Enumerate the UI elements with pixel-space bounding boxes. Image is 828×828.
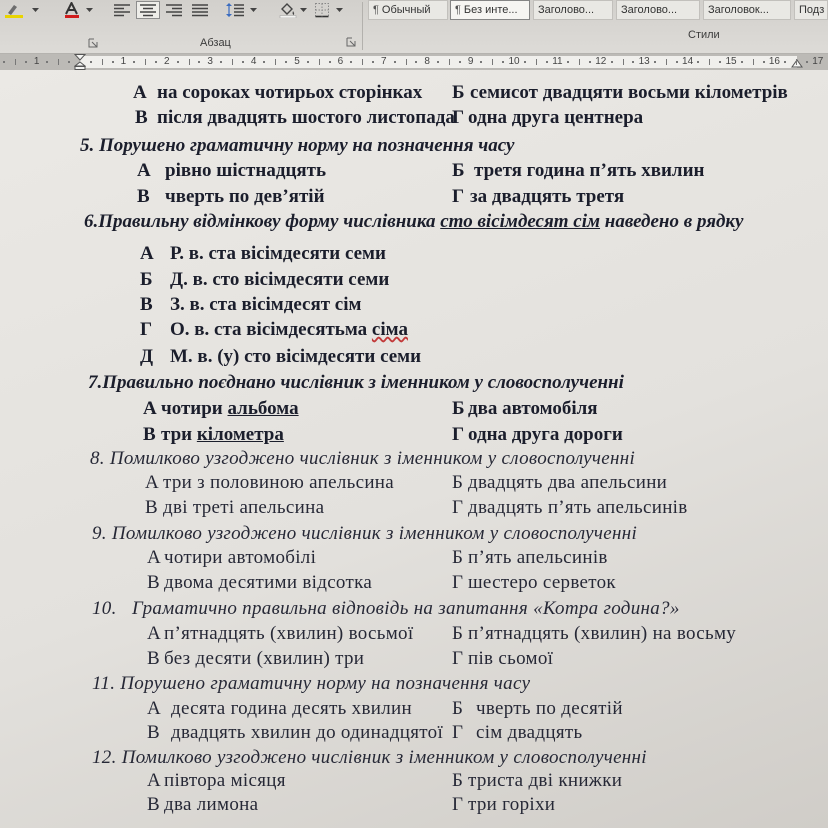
style-label: Обычный [381, 4, 431, 16]
option-text: чверть по десятій [476, 698, 623, 719]
ruler-tick [232, 59, 233, 65]
q10-title-row [0, 598, 828, 620]
ruler-number: 2 [164, 56, 170, 67]
q12-option-g [452, 794, 555, 816]
option-text: Р. в. ста вісімдесяти семи [170, 243, 386, 264]
q7-options-row [0, 398, 828, 420]
option-letter: В [147, 572, 160, 593]
ruler-tick [145, 59, 146, 65]
ruler-tick [719, 61, 721, 63]
option-text: О. в. ста вісімдесятьма [170, 319, 372, 340]
paragraph-dialog-launcher-icon[interactable] [346, 37, 356, 47]
highlight-dropdown[interactable] [30, 1, 40, 19]
option-letter: В [135, 107, 148, 128]
align-center-icon [139, 3, 157, 17]
ruler-tick [263, 61, 265, 63]
ruler-number: 6 [337, 56, 344, 67]
q10-options-row [0, 648, 828, 670]
ruler-number: 14 [682, 56, 694, 67]
ruler-tick [90, 61, 92, 63]
option-text: двадцять п’ять апельсинів [468, 497, 688, 518]
ruler-tick [406, 59, 407, 65]
q11-option-a [147, 698, 412, 720]
option-text: три [161, 424, 197, 445]
q8-option-b [452, 472, 667, 494]
ruler-tick [242, 61, 244, 63]
q7-option-v [143, 424, 284, 446]
ruler-tick [579, 59, 580, 65]
option-letter: Г [452, 497, 464, 518]
borders-icon [314, 2, 330, 18]
option-letter: А [140, 243, 154, 264]
q8-title-row [0, 448, 828, 470]
q5-option-g [452, 186, 624, 208]
q4-options-row [0, 82, 828, 104]
borders-button[interactable] [312, 1, 332, 19]
option-letter: Б [452, 160, 465, 181]
chevron-down-icon [86, 8, 93, 12]
option-text: М. в. (у) сто вісімдесяти семи [170, 346, 422, 367]
ruler-tick [741, 61, 743, 63]
option-text: чверть по дев’ятій [165, 186, 325, 207]
ruler-tick [3, 61, 5, 63]
q6-option-b [140, 269, 389, 291]
option-text: двадцять хвилин до одинадцятої [171, 722, 444, 743]
option-text: чотири автомобілі [164, 547, 317, 568]
q12-option-v [147, 794, 258, 816]
q11-option-v [147, 722, 443, 744]
q9-option-a [147, 547, 316, 569]
option-text: без десяти (хвилин) три [164, 648, 365, 669]
q6-option-row [0, 346, 828, 368]
option-text: сім двадцять [476, 722, 583, 743]
text-highlight-icon [3, 2, 27, 18]
option-text: два лимона [164, 794, 259, 815]
q12-options-row [0, 770, 828, 792]
ruler-tick [133, 61, 135, 63]
ruler-tick [198, 61, 200, 63]
q11-title: 11. Порушено граматичну норму на позначення часу [92, 673, 531, 694]
ruler-number: 11 [552, 56, 563, 67]
option-letter: Г [452, 572, 464, 593]
q5-option-b [452, 160, 705, 182]
chevron-down-icon [250, 8, 257, 12]
option-letter: Г [140, 319, 153, 340]
ruler-number: 8 [424, 56, 430, 67]
ruler-number: 7 [381, 56, 387, 67]
q8-options-row [0, 497, 828, 519]
q6-title-row [0, 211, 828, 233]
q11-option-g [452, 722, 582, 744]
ruler-tick [524, 61, 526, 63]
q11-title-row [0, 673, 828, 695]
ruler-tick [502, 61, 504, 63]
align-center-button[interactable] [136, 1, 160, 19]
justify-icon [191, 3, 209, 17]
borders-dropdown[interactable] [334, 1, 344, 19]
align-right-icon [165, 3, 183, 17]
q8-options-row [0, 472, 828, 494]
style-heading-1[interactable] [533, 0, 613, 20]
ruler-tick [611, 61, 613, 63]
q4-option-g [452, 107, 643, 129]
option-text: двома десятими відсотка [164, 572, 373, 593]
ruler-tick [492, 59, 493, 65]
option-text: два автомобіля [468, 398, 598, 419]
q10-option-g [452, 648, 553, 670]
q6-option-row [0, 243, 828, 265]
option-text: п’ятнадцять (хвилин) на восьму [468, 623, 737, 644]
q9-title-row [0, 523, 828, 545]
option-letter: Б [452, 398, 465, 419]
option-letter: А [145, 472, 160, 493]
font-color-icon [63, 2, 81, 18]
q4-option-b [452, 82, 788, 104]
q6-title-numeral: сто вісімдесят сім [440, 211, 601, 232]
ruler-tick [676, 61, 678, 63]
option-letter: Б [452, 472, 464, 493]
style-label: Заголово... [538, 4, 595, 16]
option-text: на сороках чотирьох сторінках [157, 82, 423, 103]
q5-option-a [137, 160, 326, 182]
option-letter: Г [452, 794, 464, 815]
q12-option-b [452, 770, 622, 792]
option-letter: Б [140, 269, 153, 290]
style-title[interactable] [703, 0, 791, 20]
style-label: Без инте... [463, 4, 518, 16]
option-letter: В [147, 794, 160, 815]
font-dialog-launcher-icon[interactable] [88, 38, 98, 48]
chevron-down-icon [336, 8, 343, 12]
style-subtitle[interactable] [794, 0, 828, 20]
ruler-tick [15, 59, 16, 65]
option-text: п’ятнадцять (хвилин) восьмої [164, 623, 414, 644]
q7-options-row [0, 424, 828, 446]
ruler-tick [567, 61, 569, 63]
ruler-number: 10 [508, 56, 520, 67]
q9-option-g [452, 572, 616, 594]
option-letter: А [147, 770, 162, 791]
option-text: двадцять два апельсини [468, 472, 668, 493]
ruler-tick [112, 61, 114, 63]
option-letter: В [143, 424, 156, 445]
q6-title-trail: наведено в рядку [600, 211, 744, 232]
option-letter: А [147, 698, 162, 719]
option-text: третя година п’ять хвилин [474, 160, 705, 181]
ruler-tick [623, 59, 624, 65]
q6-option-row [0, 294, 828, 316]
document-page[interactable] [0, 70, 828, 828]
ruler-number: 17 [812, 56, 824, 67]
ruler-number: 4 [250, 56, 257, 67]
align-left-icon [113, 3, 131, 17]
q10-option-v [147, 648, 364, 670]
option-letter: Д [140, 346, 154, 367]
option-text: триста дві книжки [468, 770, 623, 791]
ruler-tick [806, 61, 808, 63]
option-letter: А [147, 547, 162, 568]
ruler-tick [480, 61, 482, 63]
paragraph-mark-icon: ¶ [373, 4, 379, 16]
q7-option-a [143, 398, 299, 420]
font-color-button[interactable] [62, 1, 82, 19]
ruler-tick [68, 61, 70, 63]
horizontal-ruler [0, 54, 828, 70]
ruler-tick [46, 61, 48, 63]
option-letter: Г [452, 107, 465, 128]
ruler-tick [220, 61, 222, 63]
ruler-tick [459, 61, 461, 63]
q6-option-row [0, 269, 828, 291]
option-letter: В [147, 722, 160, 743]
q6-option-d [140, 346, 421, 368]
option-letter: В [137, 186, 150, 207]
q10-number: 10. [92, 598, 117, 619]
q5-option-v [137, 186, 325, 208]
q12-options-row [0, 794, 828, 816]
q10-title [92, 598, 680, 620]
q10-option-a [147, 623, 413, 645]
q8-option-v [145, 497, 324, 519]
ruler-tick [372, 61, 374, 63]
option-letter: Б [452, 623, 464, 644]
q8-title: 8. Помилково узгоджено числівник з іменником у словосполученні [90, 448, 636, 469]
option-letter: Г [452, 648, 464, 669]
shading-button[interactable] [278, 1, 298, 19]
ruler-tick [697, 61, 699, 63]
ruler-tick [449, 59, 450, 65]
option-letter: А [137, 160, 151, 181]
line-spacing-button[interactable] [224, 1, 246, 19]
q6-title [84, 211, 743, 233]
option-text: рівно шістнадцять [165, 160, 327, 181]
q4-options-row [0, 107, 828, 129]
ruler-tick [437, 61, 439, 63]
line-spacing-dropdown[interactable] [248, 1, 258, 19]
ruler-number: 15 [725, 56, 737, 67]
q4-option-v [135, 107, 455, 129]
option-text: Д. в. сто вісімдесяти семи [170, 269, 390, 290]
q7-title-row [0, 372, 828, 394]
underlined-word: альбома [227, 398, 299, 419]
ribbon [0, 0, 828, 54]
styles-group-label: Стили [688, 29, 720, 41]
option-letter: Г [452, 722, 464, 743]
q9-option-v [147, 572, 372, 594]
option-text: шестеро серветок [468, 572, 616, 593]
ruler-tick [329, 61, 331, 63]
ruler-tick [189, 59, 190, 65]
option-letter: Б [452, 770, 464, 791]
q6-option-row [0, 319, 828, 341]
q7-option-b [452, 398, 598, 420]
ruler-tick [763, 61, 765, 63]
option-letter: Б [452, 698, 464, 719]
ruler-tick [285, 61, 287, 63]
q5-options-row [0, 160, 828, 182]
q8-option-g [452, 497, 688, 519]
ruler-tick [275, 59, 276, 65]
style-no-spacing[interactable] [450, 0, 530, 20]
option-text: семисот двадцяти восьми кілометрів [470, 82, 788, 103]
q9-title: 9. Помилково узгоджено числівник з іменником у словосполученні [92, 523, 638, 544]
q8-option-a [145, 472, 394, 494]
ruler-tick [536, 59, 537, 65]
style-label: Заголовок... [708, 4, 769, 16]
q6-option-v [140, 294, 361, 316]
ruler-tick [632, 61, 634, 63]
option-letter: А [143, 398, 157, 419]
option-text: п’ять апельсинів [468, 547, 608, 568]
option-text: дві треті апельсина [163, 497, 325, 518]
option-letter: В [147, 648, 160, 669]
shading-dropdown[interactable] [298, 1, 308, 19]
option-letter: А [133, 82, 147, 103]
align-left-button[interactable] [110, 1, 134, 19]
ruler-number: 13 [638, 56, 650, 67]
option-text: З. в. ста вісімдесят сім [170, 294, 362, 315]
chevron-down-icon [300, 8, 307, 12]
align-right-button[interactable] [162, 1, 186, 19]
paragraph-group-label: Абзац [200, 37, 231, 49]
option-text: одна друга дороги [468, 424, 623, 445]
ruler-tick [709, 59, 710, 65]
ruler-number: 12 [595, 56, 607, 67]
spellcheck-flagged-word: сіма [371, 319, 408, 340]
style-label: Подз [799, 4, 825, 16]
q11-options-row [0, 698, 828, 720]
q12-option-a [147, 770, 286, 792]
option-text: одна друга центнера [468, 107, 644, 128]
option-letter: В [140, 294, 153, 315]
q7-option-g [452, 424, 623, 446]
q4-option-a [133, 82, 422, 104]
ruler-tick [362, 59, 363, 65]
ruler-tick [753, 59, 754, 65]
ruler-tick [666, 59, 667, 65]
ruler-tick [350, 61, 352, 63]
option-letter: Г [452, 186, 465, 207]
ruler-tick [177, 61, 179, 63]
ruler-tick [415, 61, 417, 63]
underlined-word: кілометра [196, 424, 284, 445]
ruler-number: 16 [768, 56, 780, 67]
option-text: три горіхи [468, 794, 556, 815]
ruler-tick [394, 61, 396, 63]
group-separator [362, 2, 363, 50]
ruler-number: 1 [33, 56, 40, 67]
style-label: Заголово... [621, 4, 678, 16]
ruler-tick [58, 59, 59, 65]
ruler-tick [654, 61, 656, 63]
chevron-down-icon [32, 8, 39, 12]
option-text: десята година десять хвилин [171, 698, 412, 719]
style-heading-2[interactable] [616, 0, 700, 20]
q5-title: 5. Порушено граматичну норму на позначення часу [80, 135, 515, 156]
q6-option-g [140, 319, 408, 341]
ruler-tick [796, 59, 797, 65]
option-text: пів сьомої [468, 648, 554, 669]
q5-options-row [0, 186, 828, 208]
ruler-number: 5 [294, 56, 300, 67]
q12-title-row [0, 747, 828, 769]
q9-options-row [0, 547, 828, 569]
q11-options-row [0, 722, 828, 744]
option-letter: Б [452, 82, 465, 103]
style-normal[interactable] [368, 0, 448, 20]
q9-options-row [0, 572, 828, 594]
q6-title-lead: 6.Правильну відмінкову форму числівника [84, 211, 441, 232]
option-text: три з половиною апельсина [163, 472, 394, 493]
option-letter: Г [452, 424, 465, 445]
ruler-number: 9 [467, 56, 474, 67]
q11-option-b [452, 698, 623, 720]
ruler-number: 1 [120, 56, 127, 67]
ruler-tick [155, 61, 157, 63]
left-indent-marker-icon[interactable] [74, 54, 86, 70]
option-text: після двадцять шостого листопада [157, 107, 455, 128]
option-text: чотири [161, 398, 228, 419]
option-letter: А [147, 623, 162, 644]
q7-title: 7.Правильно поєднано числівник з іменником у словосполученні [88, 372, 624, 393]
ruler-tick [25, 61, 27, 63]
ruler-tick [784, 61, 786, 63]
q9-option-b [452, 547, 608, 569]
option-letter: В [145, 497, 158, 518]
justify-button[interactable] [188, 1, 212, 19]
q12-title: 12. Помилково узгоджено числівник з іменником у словосполученні [92, 747, 647, 768]
option-letter: Б [452, 547, 464, 568]
option-text: за двадцять третя [470, 186, 625, 207]
ruler-tick [546, 61, 548, 63]
line-spacing-icon [225, 2, 245, 18]
q10-option-b [452, 623, 736, 645]
q10-options-row [0, 623, 828, 645]
q10-title-text: Граматично правильна відповідь на запитання «Котра година?» [132, 598, 680, 619]
ruler-tick [102, 59, 103, 65]
ruler-number: 3 [207, 56, 213, 67]
font-color-dropdown[interactable] [84, 1, 94, 19]
text-highlight-button[interactable] [2, 1, 28, 19]
option-text: півтора місяця [164, 770, 286, 791]
ruler-tick [319, 59, 320, 65]
shading-icon [279, 2, 297, 18]
ruler-tick [589, 61, 591, 63]
paragraph-mark-icon: ¶ [455, 4, 461, 16]
q5-title-row [0, 135, 828, 157]
ruler-tick [307, 61, 309, 63]
q6-option-a [140, 243, 386, 265]
